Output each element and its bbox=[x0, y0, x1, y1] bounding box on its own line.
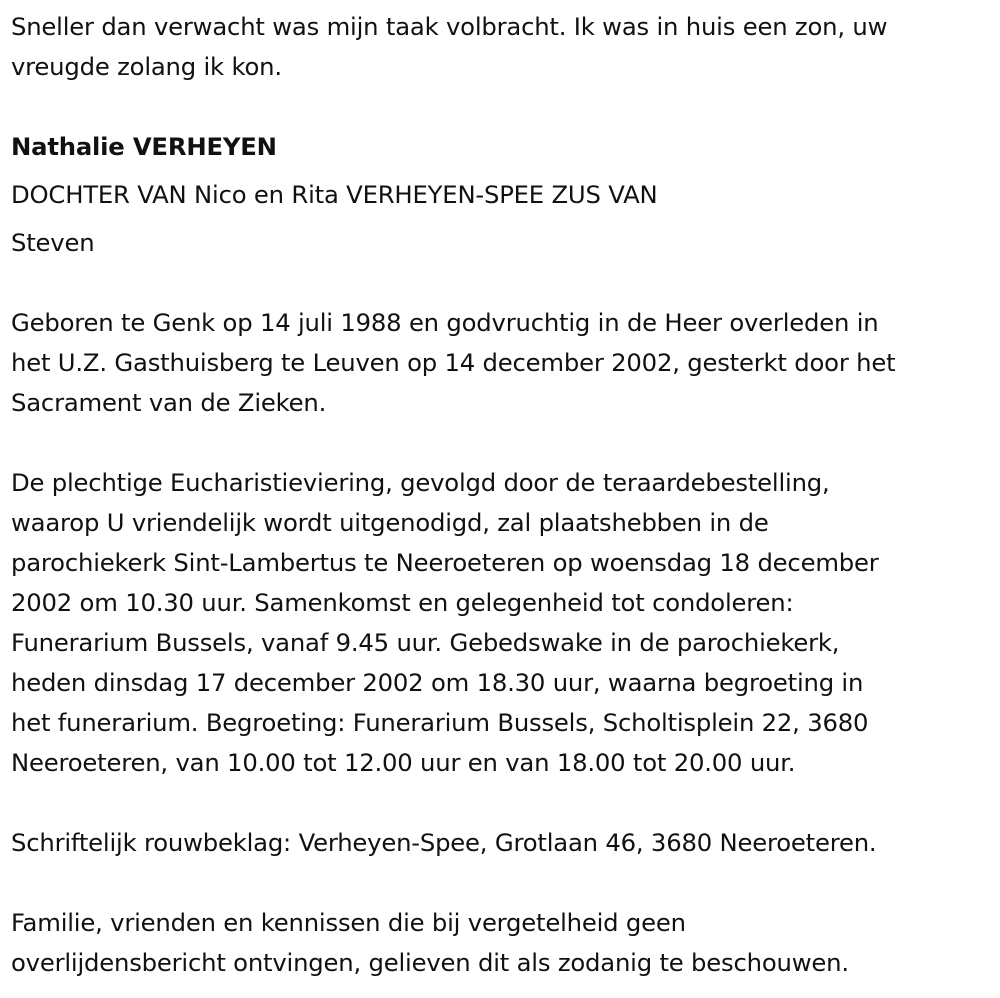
closing-paragraph: Familie, vrienden en kennissen die bij vergetelheid geen overlijdensbericht ontvingen, gelieven dit als zodanig te beschouwen. bbox=[11, 908, 849, 977]
ceremony-paragraph: De plechtige Eucharistieviering, gevolgd door de teraardebestelling, waarop U vriendelijk wordt uitgenodigd, zal plaatshebben in de parochiekerk Sint-Lambertus te Neeroeteren op woensdag 18 december 2002 om 10.30 uur. Samenkomst en gelegenheid tot condoleren: Funerarium Bussels, vanaf 9.45 uur. Gebedswake in de parochiekerk, heden dinsdag 17 december 2002 om 18.30 uur, waarna begroeting in het funerarium. Begroeting: Funerarium Bussels, Scholtisplein 22, 3680 Neeroeteren, van 10.00 tot 12.00 uur en van 18.00 tot 20.00 uur. bbox=[11, 468, 879, 777]
sibling-name: Steven bbox=[11, 228, 95, 257]
intro-quote: Sneller dan verwacht was mijn taak volbracht. Ik was in huis een zon, uw vreugde zolang ik kon. bbox=[11, 12, 888, 81]
family-line: DOCHTER VAN Nico en Rita VERHEYEN-SPEE ZUS VAN bbox=[11, 180, 658, 209]
obituary-document bbox=[11, 7, 996, 983]
condolence-address: Schriftelijk rouwbeklag: Verheyen-Spee, Grotlaan 46, 3680 Neeroeteren. bbox=[11, 828, 877, 857]
deceased-name: Nathalie VERHEYEN bbox=[11, 132, 277, 161]
birth-death-paragraph: Geboren te Genk op 14 juli 1988 en godvruchtig in de Heer overleden in het U.Z. Gasthuisberg te Leuven op 14 december 2002, gesterkt door het Sacrament van de Zieken. bbox=[11, 308, 896, 417]
